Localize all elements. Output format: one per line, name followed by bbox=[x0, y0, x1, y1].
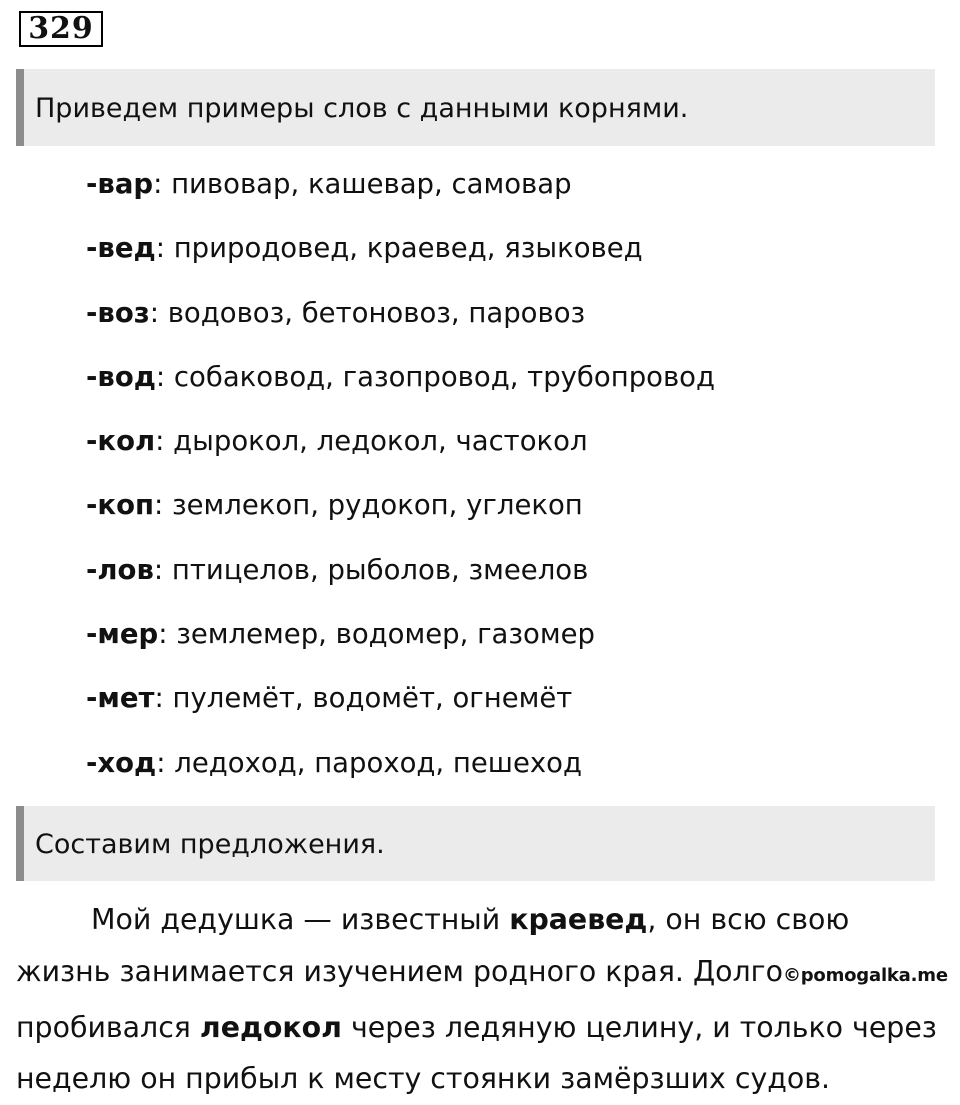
text-run: пробивался bbox=[16, 1010, 200, 1044]
list-item bbox=[86, 546, 715, 610]
example-words: : собаковод, газопровод, трубопровод bbox=[155, 360, 716, 393]
example-words: : водовоз, бетоновоз, паровоз bbox=[149, 296, 586, 329]
root-label: -ход bbox=[86, 746, 157, 779]
watermark: ©pomogalka.me bbox=[782, 964, 948, 986]
text-run: , он всю свою bbox=[647, 903, 850, 936]
example-words: : землекоп, рудокоп, углекоп bbox=[153, 489, 583, 522]
example-words: : пивовар, кашевар, самовар bbox=[153, 168, 572, 200]
intro-heading: Приведем примеры слов с данными корнями. bbox=[16, 69, 935, 146]
paragraph-line bbox=[16, 1002, 941, 1054]
root-examples-list bbox=[86, 160, 715, 803]
example-paragraph bbox=[16, 894, 948, 1105]
root-label: -мер bbox=[86, 618, 159, 651]
highlighted-word: краевед bbox=[509, 903, 648, 936]
text-run: неделю он прибыл к месту стоянки замёрзших судов. bbox=[16, 1062, 831, 1096]
root-label: -вод bbox=[86, 360, 156, 393]
list-item bbox=[86, 289, 715, 353]
example-words: : дырокол, ледокол, частокол bbox=[155, 425, 588, 458]
root-label: -кол bbox=[86, 425, 156, 458]
list-item bbox=[86, 160, 715, 224]
list-item bbox=[86, 739, 715, 803]
example-words: : землемер, водомер, газомер bbox=[158, 618, 595, 651]
paragraph-line bbox=[16, 946, 948, 1002]
root-label: -лов bbox=[86, 553, 154, 586]
root-label: -вар bbox=[86, 168, 154, 200]
text-run: жизнь занимается изучением родного края. Долго bbox=[16, 954, 783, 988]
root-label: -вед bbox=[86, 232, 156, 265]
root-label: -коп bbox=[86, 489, 154, 522]
list-item bbox=[86, 674, 715, 738]
example-words: : природовед, краевед, языковед bbox=[155, 232, 643, 265]
paragraph-line bbox=[16, 1053, 941, 1105]
task-number: 329 bbox=[19, 11, 103, 47]
text-run: через ледяную целину, и только через bbox=[341, 1010, 937, 1044]
list-item bbox=[86, 417, 715, 481]
list-item bbox=[86, 610, 715, 674]
list-item bbox=[86, 481, 715, 545]
root-label: -воз bbox=[86, 296, 150, 329]
text-run: Мой дедушка — известный bbox=[91, 903, 510, 936]
example-words: : птицелов, рыболов, змеелов bbox=[153, 553, 589, 586]
example-words: : пулемёт, водомёт, огнемёт bbox=[154, 682, 573, 715]
root-label: -мет bbox=[86, 682, 155, 715]
sentences-heading: Составим предложения. bbox=[16, 806, 935, 881]
list-item bbox=[86, 224, 715, 288]
paragraph-line bbox=[16, 894, 941, 946]
highlighted-word: ледокол bbox=[199, 1010, 342, 1044]
list-item bbox=[86, 353, 715, 417]
example-words: : ледоход, пароход, пешеход bbox=[156, 746, 583, 779]
